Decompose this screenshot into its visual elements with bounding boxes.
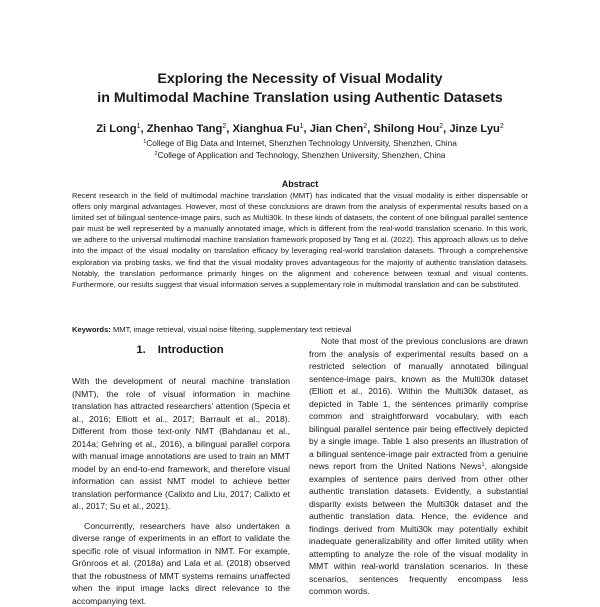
left-column [72, 375, 290, 607]
keywords-text: MMT, image retrieval, visual noise filtering, supplementary text retrieval [111, 325, 352, 334]
intro-paragraph-1: With the development of neural machine translation (NMT), the role of visual information in machine translation has attracted researchers' attention (Specia et al., 2016; Elliott et al., 2017; Barrault et al., 2018). Different from those text-only NMT (Bahdanau et al., 2014a; Gehring et al., 2016), a bilingual parallel corpora with manual image annotations are used to train an MMT model by an end-to-end framework, and therefore visual information can assist NMT model to achieve better translation performance (Calixto and Liu, 2017; Calixto et al., 2017; Su et al., 2021). [72, 375, 290, 513]
intro-paragraph-2: Concurrently, researchers have also undertaken a diverse range of experiments in an effort to validate the specific role of visual information in NMT. For example, Grönroos et al. (2018a) and Lala et al. (2018) observed that the robustness of MMT systems remains unaffected when the input image lacks direct relevance to the accompanying text. [72, 520, 290, 607]
section-heading-introduction [72, 343, 288, 357]
title-line-1: Exploring the Necessity of Visual Modality [50, 70, 550, 89]
section-title: Introduction [158, 344, 224, 356]
author-affiliation-mark: 2 [222, 123, 226, 130]
affiliation-mark: 2 [155, 151, 158, 157]
footnote-mark: 1 [482, 462, 485, 468]
affiliation-2 [40, 150, 560, 161]
author-list [40, 122, 560, 136]
author-separator: , [141, 123, 147, 135]
author-name: Jinze Lyu [449, 123, 500, 135]
author-name: Shilong Hou [373, 123, 439, 135]
author-affiliation-mark: 2 [439, 123, 443, 130]
right-column [309, 335, 528, 598]
paragraph-text: Note that most of the previous conclusions are drawn from the analysis of experimental results based on a restricted selection of manually annotated bilingual sentence-image pairs, known as the Multi30k dataset (Elliott et al., 2016). Within the Multi30k dataset, as depicted in Table 1, the sentences primarily comprise common and straightforward vocabulary, with each bilingual parallel sentence pair being effectively depicted by a single image. Table 1 also presents an illustration of a bilingual sentence-image pair extracted from a genuine news report from the United Nations News [309, 336, 528, 471]
author-name: Xianghua Fu [232, 123, 299, 135]
affiliation-text: College of Big Data and Internet, Shenzhen Technology University, Shenzhen, China [146, 138, 457, 148]
keywords-label: Keywords: [72, 325, 111, 334]
author-affiliation-mark: 1 [300, 123, 304, 130]
author-separator: , [226, 123, 232, 135]
keywords [72, 324, 528, 335]
author-affiliation-mark: 2 [363, 123, 367, 130]
author-separator: , [443, 123, 449, 135]
affiliation-1 [40, 138, 560, 149]
author-affiliation-mark: 2 [500, 123, 504, 130]
abstract-body: Recent research in the field of multimodal machine translation (MMT) has indicated that the visual modality is either dispensable or offers only marginal advantages. However, most of these conclusions are drawn from the analysis of experimental results based on a limited set of bilingual sentence-image pairs, such as Multi30k. In these kinds of datasets, the content of one bilingual parallel sentence pair must be well represented by a manually annotated image, which is different from the real-world translation scenario. In this work, we adhere to the universal multimodal machine translation framework proposed by Tang et al. (2022). This approach allows us to delve into the impact of the visual modality on translation efficacy by leveraging real-world translation datasets. Through a comprehensive exploration via probing tasks, we find that the visual modality proves advantageous for the majority of authentic translation datasets. Notably, the translation performance primarily hinges on the alignment and coherence between textual and visual contents. Furthermore, our results suggest that visual information serves a supplementary role in multimodal translation and can be substituted. [72, 190, 528, 290]
author-affiliation-mark: 1 [137, 123, 141, 130]
affiliation-text: College of Application and Technology, Shenzhen University, Shenzhen, China [158, 150, 446, 160]
abstract-heading: Abstract [0, 179, 600, 190]
author-name: Zi Long [96, 123, 136, 135]
author-name: Jian Chen [310, 123, 363, 135]
title-line-2: in Multimodal Machine Translation using Authentic Datasets [50, 89, 550, 108]
paper-title [50, 70, 550, 107]
affiliation-mark: 1 [143, 139, 146, 145]
author-separator: , [304, 123, 310, 135]
section-number: 1. [136, 344, 145, 356]
author-separator: , [367, 123, 373, 135]
author-name: Zhenhao Tang [147, 123, 223, 135]
paragraph-text: , alongside examples of sentence pairs derived from other other authentic translation datasets. Evidently, a substantial disparity exists between the Multi30k dataset and the authentic translation data. Hence, the evidence and findings derived from Multi30k may potentially exhibit inadequate generalizability and offer limited utility when attempting to analyze the role of the visual modality in MMT within real-world translation scenarios. In these scenarios, sentences frequently encompass less common words. [309, 461, 528, 596]
intro-paragraph-3 [309, 335, 528, 598]
